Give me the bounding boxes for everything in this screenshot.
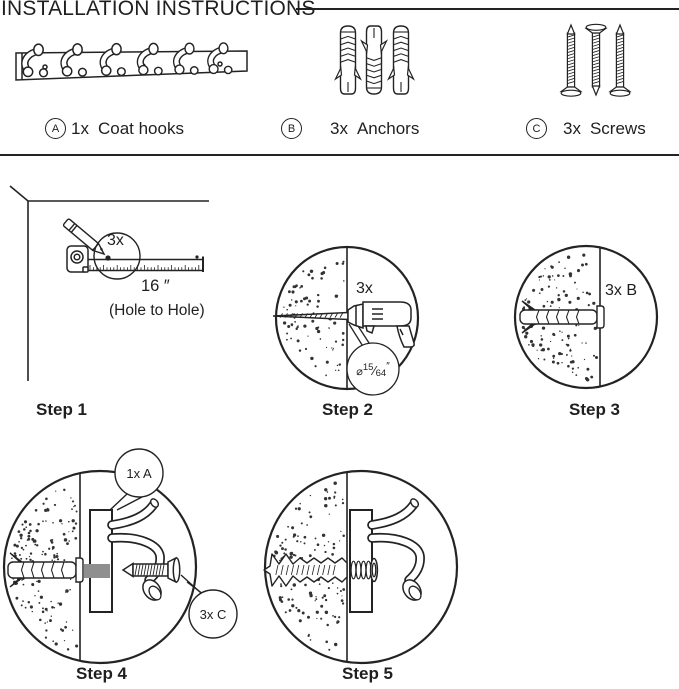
- part-qty-c: 3x: [563, 118, 581, 138]
- step1-distance-note: (Hole to Hole): [109, 302, 205, 319]
- anchors-icon: [336, 26, 414, 94]
- tape-measure-icon: [67, 246, 203, 272]
- pencil-mark-dot: [105, 255, 110, 260]
- step3-label: Step 3: [569, 400, 621, 419]
- step1-label: Step 1: [36, 400, 88, 419]
- step5-label: Step 5: [342, 664, 394, 683]
- step2-holes-qty: 3x: [356, 280, 373, 297]
- screw-head-icon: [351, 559, 377, 582]
- step4-label: Step 4: [76, 664, 128, 683]
- page-title: INSTALLATION INSTRUCTIONS: [1, 0, 316, 20]
- wall-corner: [10, 186, 209, 381]
- step1-distance: 16 ″: [141, 277, 170, 295]
- diameter-symbol: ⌀: [356, 366, 363, 378]
- step1-marks-qty: 3x: [107, 232, 124, 249]
- part-letter-badge-a: A: [45, 118, 66, 139]
- pencil-mark-dot: [195, 255, 198, 258]
- part-label-screws: [526, 118, 646, 139]
- step5-illustration: [258, 440, 473, 672]
- part-label-coat-hooks: [45, 118, 184, 139]
- part-name-b: Anchors: [356, 118, 420, 138]
- anchor-sleeve-in-hole: [84, 564, 110, 578]
- title-rule: [296, 8, 679, 10]
- parts-illustrations: [0, 18, 679, 118]
- part-qty-a: 1x: [71, 118, 89, 138]
- section-divider: [0, 154, 679, 156]
- part-qty-b: 3x: [330, 118, 348, 138]
- step2-label: Step 2: [322, 400, 374, 419]
- coat-hooks-rack-icon: [16, 43, 247, 80]
- part-letter-badge-c: C: [526, 118, 547, 139]
- part-name-c: Screws: [589, 118, 646, 138]
- step3-anchors-qty: 3x B: [605, 282, 638, 299]
- screws-icon: [561, 24, 630, 96]
- step4-hooks-callout: 1x A: [126, 466, 152, 481]
- part-name-a: Coat hooks: [97, 118, 184, 138]
- step3-illustration: [505, 240, 675, 400]
- step2-drill-bit-size: ⌀$^{15}$⁄64″: [356, 361, 390, 379]
- step4-screws-callout: 3x C: [199, 607, 227, 622]
- part-letter-badge-b: B: [281, 118, 302, 139]
- step1-illustration: [0, 175, 260, 403]
- part-label-anchors: [281, 118, 419, 139]
